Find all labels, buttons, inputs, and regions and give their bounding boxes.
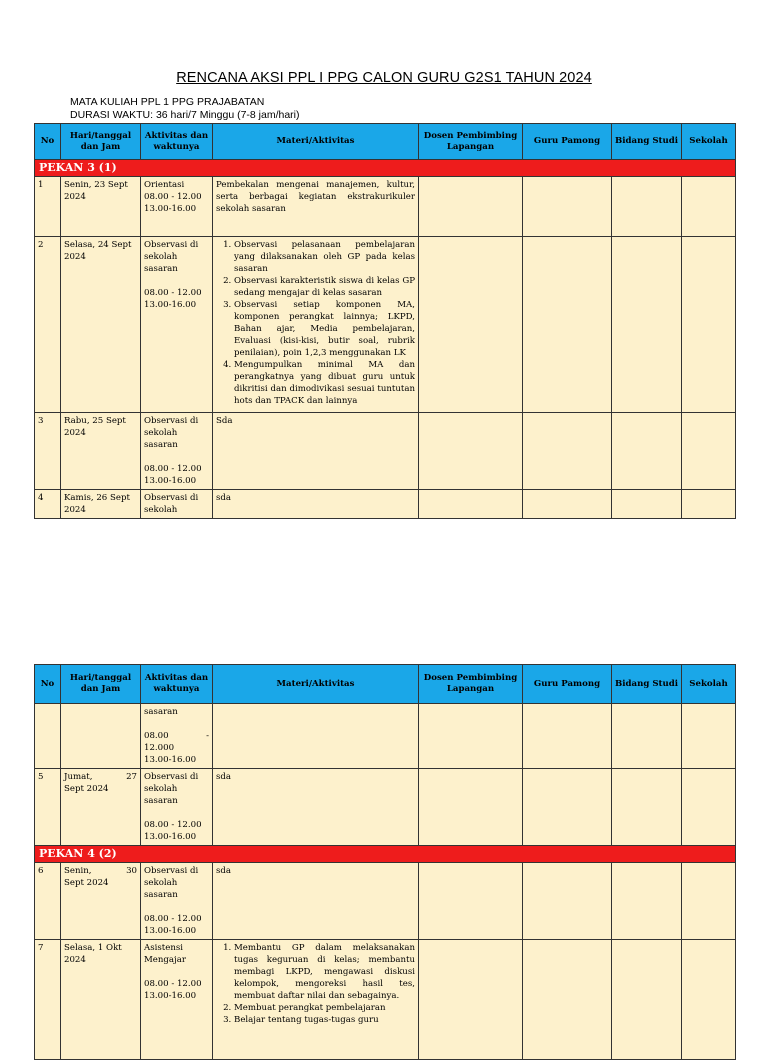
row-no: 1 [35,177,61,237]
table-row [35,704,736,769]
row-material: Sda [213,413,419,490]
table-row [35,177,736,237]
week-label: PEKAN 4 (2) [35,846,736,863]
activity-time-1: 08.00 - 12.00 [144,464,202,474]
row-day: Senin, 30 Sept 2024 [61,863,141,940]
activity-time-1: 08.00 - 12.00 [144,192,202,202]
activity-time-2: 13.00-16.00 [144,300,197,310]
plan-table-page-1 [34,123,736,519]
header-day: Hari/tanggal dan Jam [61,665,141,704]
row-material: sda [213,769,419,846]
header-bidang: Bidang Studi [612,124,682,160]
activity-name: Observasi di sekolah sasaran [144,416,199,450]
activity-time-2: 13.00-16.00 [144,991,197,1001]
activity-time-2: 13.00-16.00 [144,476,197,486]
row-activity [141,413,213,490]
activity-time-1-end: 12.000 [144,743,175,753]
activity-time-1: 08.00 - 12.00 [144,979,202,989]
row-activity: Observasi di sekolah [141,490,213,519]
header-sekolah: Sekolah [682,665,736,704]
row-material: Pembekalan mengenai manajemen, kultur, serta berbagai kegiatan ekstrakurikuler sekolah sasaran [213,177,419,237]
list-item: 3. Observasi setiap komponen MA, komponen perangkat lainnya; LKPD, Bahan ajar, Media pembelajaran, Evaluasi (kisi-kisi, butir soal, rubrik penilaian), poin 1,2,3 menggunakan LK [234,299,415,359]
course-subtitle: MATA KULIAH PPL 1 PPG PRAJABATAN [70,96,265,108]
list-item: 4. Mengumpulkan minimal MA dan perangkatnya yang dibuat guru untuk dikritisi dan dimodivikasi sesuai tuntutan hots dan TPACK dan lainnya [234,359,415,407]
row-material [213,237,419,413]
activity-name: Observasi di sekolah sasaran [144,866,199,900]
activity-time-2: 13.00-16.00 [144,832,197,842]
header-dpl: Dosen Pembimbing Lapangan [419,665,523,704]
header-no: No [35,124,61,160]
list-item: 1. Observasi pelasanaan pembelajaran yang dilaksanakan oleh GP pada kelas sasaran [234,239,415,275]
table-row [35,237,736,413]
row-no: 4 [35,490,61,519]
header-material: Materi/Aktivitas [213,665,419,704]
row-day: Senin, 23 Sept 2024 [61,177,141,237]
activity-time-1: 08.00 - 12.00 [144,820,202,830]
document-title: RENCANA AKSI PPL I PPG CALON GURU G2S1 TAHUN 2024 [176,70,592,86]
material-list [216,239,415,407]
row-activity [141,177,213,237]
row-no: 7 [35,940,61,1060]
table-header-row [35,665,736,704]
material-list [216,942,415,1026]
header-pamong: Guru Pamong [523,665,612,704]
row-day: Selasa, 1 Okt 2024 [61,940,141,1060]
table-row [35,863,736,940]
header-activity: Aktivitas dan waktunya [141,124,213,160]
duration-subtitle: DURASI WAKTU: 36 hari/7 Minggu (7-8 jam/hari) [70,109,300,121]
table-row [35,490,736,519]
list-item: 1. Membantu GP dalam melaksanakan tugas keguruan di kelas; membantu membagi LKPD, mengawasi diskusi kelompok, mengoreksi hasil tes, membuat daftar nilai dan sebagainya. [234,942,415,1002]
activity-name: Observasi di sekolah sasaran [144,240,199,274]
list-item: 2. Membuat perangkat pembelajaran [234,1002,415,1014]
week-row [35,846,736,863]
row-no: 5 [35,769,61,846]
activity-time-1: 08.00 - 12.00 [144,914,202,924]
row-activity [141,940,213,1060]
activity-time-2: 13.00-16.00 [144,204,197,214]
header-pamong: Guru Pamong [523,124,612,160]
plan-table-page-2 [34,664,736,1060]
row-day: Rabu, 25 Sept 2024 [61,413,141,490]
row-no: 6 [35,863,61,940]
activity-time-1: 08.00 - 12.00 [144,288,202,298]
activity-name: Asistensi Mengajar [144,943,186,965]
activity-time-2: 13.00-16.00 [144,755,197,765]
week-row [35,160,736,177]
activity-time-1: 08.00 - [144,731,209,741]
list-item: 3. Belajar tentang tugas-tugas guru [234,1014,415,1026]
row-activity [141,704,213,769]
row-day: Kamis, 26 Sept 2024 [61,490,141,519]
header-bidang: Bidang Studi [612,665,682,704]
activity-name: Observasi di sekolah sasaran [144,772,199,806]
activity-name: Orientasi [144,180,185,190]
header-dpl: Dosen Pembimbing Lapangan [419,124,523,160]
row-activity [141,237,213,413]
week-label: PEKAN 3 (1) [35,160,736,177]
row-activity [141,863,213,940]
header-material: Materi/Aktivitas [213,124,419,160]
header-activity: Aktivitas dan waktunya [141,665,213,704]
list-item: 2. Observasi karakteristik siswa di kelas GP sedang mengajar di kelas sasaran [234,275,415,299]
row-day: Selasa, 24 Sept 2024 [61,237,141,413]
activity-name: sasaran [144,707,178,717]
header-day: Hari/tanggal dan Jam [61,124,141,160]
row-material: sda [213,490,419,519]
row-activity [141,769,213,846]
row-no: 3 [35,413,61,490]
row-material [213,940,419,1060]
row-material: sda [213,863,419,940]
table-row [35,940,736,1060]
table-row [35,413,736,490]
table-row [35,769,736,846]
header-no: No [35,665,61,704]
row-no: 2 [35,237,61,413]
row-day: Jumat, 27 Sept 2024 [61,769,141,846]
table-header-row [35,124,736,160]
activity-time-2: 13.00-16.00 [144,926,197,936]
header-sekolah: Sekolah [682,124,736,160]
